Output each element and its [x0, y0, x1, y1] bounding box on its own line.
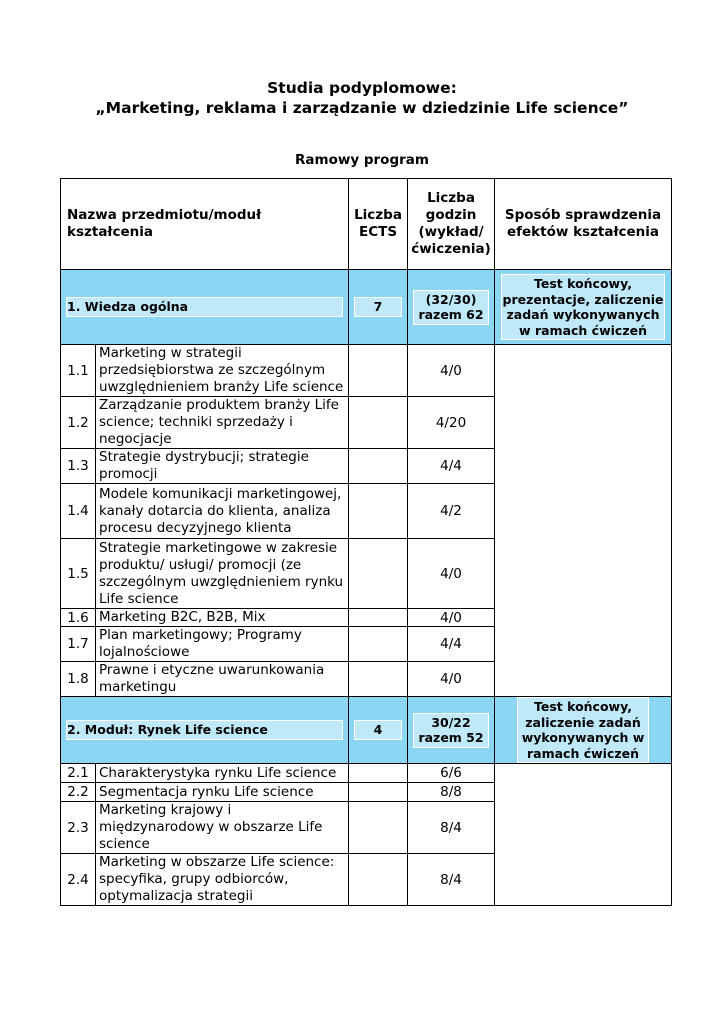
item-number: 1.5 [61, 539, 96, 609]
section-method: Test końcowy, prezentacje, zaliczenie zadań wykonywanych w ramach ćwiczeń [501, 274, 665, 340]
section-hours: 30/22 razem 52 [413, 713, 489, 748]
item-name: Prawne i etyczne uwarunkowania marketingu [96, 662, 349, 697]
item-hours: 4/20 [408, 397, 495, 449]
item-hours: 8/4 [408, 854, 495, 906]
item-ects [349, 854, 408, 906]
item-number: 2.1 [61, 764, 96, 783]
section-row [61, 270, 672, 345]
item-ects [349, 449, 408, 484]
item-ects [349, 783, 408, 802]
program-subtitle: Ramowy program [295, 152, 429, 168]
item-name: Modele komunikacji marketingowej, kanały dotarcia do klienta, analiza procesu decyzyjnego klienta [96, 484, 349, 539]
item-name: Plan marketingowy; Programy lojalnościowe [96, 627, 349, 662]
column-header-name: Nazwa przedmiotu/moduł kształcenia [61, 179, 349, 270]
item-ects [349, 627, 408, 662]
item-hours: 4/0 [408, 345, 495, 397]
table-header-row [61, 179, 672, 270]
item-ects [349, 345, 408, 397]
item-name: Marketing w obszarze Life science: specyfika, grupy odbiorców, optymalizacja strategii [96, 854, 349, 906]
item-number: 2.2 [61, 783, 96, 802]
item-name: Marketing w strategii przedsiębiorstwa ze szczególnym uwzględnieniem branży Life science [96, 345, 349, 397]
section-ects: 4 [354, 720, 402, 740]
title-line-1: Studia podyplomowe: [267, 79, 457, 97]
item-number: 2.4 [61, 854, 96, 906]
item-number: 1.3 [61, 449, 96, 484]
column-header-method: Sposób sprawdzenia efektów kształcenia [495, 179, 672, 270]
item-name: Zarządzanie produktem branży Life science; techniki sprzedaży i negocjacje [96, 397, 349, 449]
title-line-2: „Marketing, reklama i zarządzanie w dziedzinie Life science” [95, 99, 629, 117]
section-hours: (32/30) razem 62 [413, 290, 489, 325]
item-ects [349, 662, 408, 697]
item-name: Marketing B2C, B2B, Mix [96, 609, 349, 627]
item-hours: 4/4 [408, 627, 495, 662]
section-name: 1. Wiedza ogólna [66, 297, 343, 317]
item-ects [349, 764, 408, 783]
column-header-hours: Liczba godzin (wykład/ ćwiczenia) [408, 179, 495, 270]
item-hours: 4/0 [408, 662, 495, 697]
item-ects [349, 484, 408, 539]
item-number: 1.7 [61, 627, 96, 662]
table-row [61, 764, 672, 783]
section-name: 2. Moduł: Rynek Life science [66, 720, 343, 740]
item-number: 1.6 [61, 609, 96, 627]
document-title [0, 78, 724, 118]
item-name: Charakterystyka rynku Life science [96, 764, 349, 783]
section-method-cell [495, 345, 672, 697]
item-hours: 6/6 [408, 764, 495, 783]
section-method: Test końcowy, zaliczenie zadań wykonywanych w ramach ćwiczeń [517, 697, 649, 763]
section-ects: 7 [354, 297, 402, 317]
item-hours: 4/0 [408, 539, 495, 609]
item-ects [349, 539, 408, 609]
item-hours: 4/0 [408, 609, 495, 627]
table-row [61, 345, 672, 397]
item-name: Marketing krajowy i międzynarodowy w obszarze Life science [96, 802, 349, 854]
item-ects [349, 802, 408, 854]
section-row [61, 697, 672, 764]
item-hours: 4/2 [408, 484, 495, 539]
item-number: 1.2 [61, 397, 96, 449]
program-table [60, 178, 672, 906]
item-number: 1.4 [61, 484, 96, 539]
item-number: 1.1 [61, 345, 96, 397]
item-name: Segmentacja rynku Life science [96, 783, 349, 802]
item-ects [349, 609, 408, 627]
item-name: Strategie marketingowe w zakresie produktu/ usługi/ promocji (ze szczególnym uwzględnieniem rynku Life science [96, 539, 349, 609]
item-number: 1.8 [61, 662, 96, 697]
item-hours: 8/8 [408, 783, 495, 802]
item-hours: 8/4 [408, 802, 495, 854]
column-header-ects: Liczba ECTS [349, 179, 408, 270]
item-number: 2.3 [61, 802, 96, 854]
item-name: Strategie dystrybucji; strategie promocji [96, 449, 349, 484]
section-method-cell [495, 764, 672, 906]
item-hours: 4/4 [408, 449, 495, 484]
item-ects [349, 397, 408, 449]
